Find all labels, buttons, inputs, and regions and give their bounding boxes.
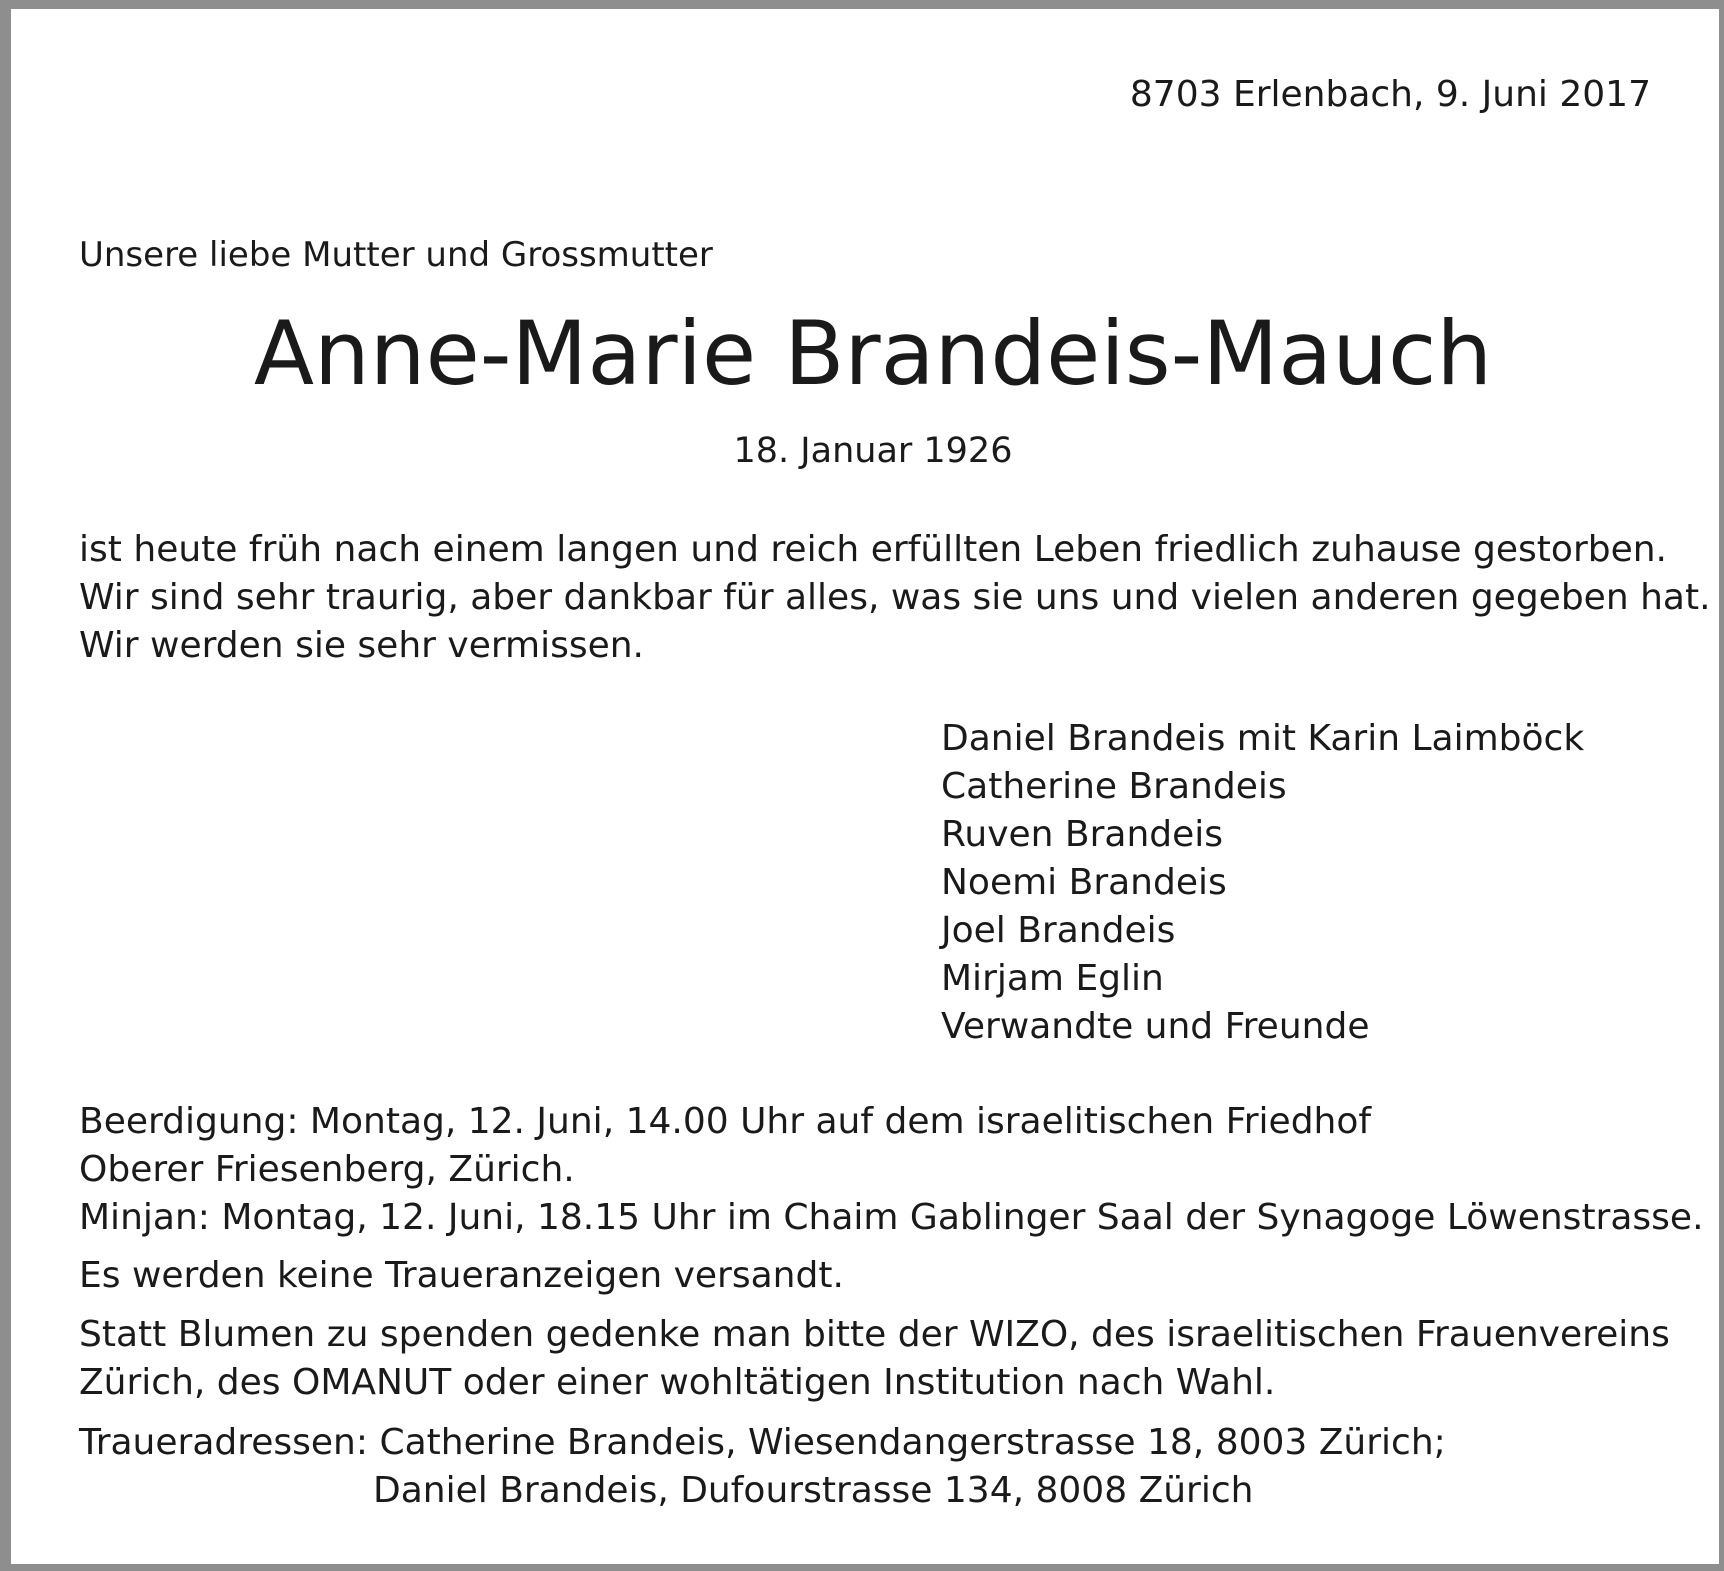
- deceased-name: Anne-Marie Brandeis-Mauch: [253, 302, 1493, 405]
- funeral-info: Beerdigung: Montag, 12. Juni, 14.00 Uhr auf dem israelitischen Friedhof: [79, 1101, 1372, 1142]
- mourner-name: Verwandte und Freunde: [941, 1006, 1370, 1047]
- funeral-info: Oberer Friesenberg, Zürich.: [79, 1149, 575, 1190]
- dateline: 8703 Erlenbach, 9. Juni 2017: [1129, 74, 1651, 115]
- mourner-name: Mirjam Eglin: [941, 958, 1164, 999]
- intro-line: Unsere liebe Mutter und Grossmutter: [79, 235, 713, 275]
- mourner-name: Catherine Brandeis: [941, 766, 1287, 807]
- mourner-name: Noemi Brandeis: [941, 862, 1227, 903]
- mourner-name: Joel Brandeis: [941, 910, 1176, 951]
- no-cards-note: Es werden keine Traueranzeigen versandt.: [79, 1255, 844, 1296]
- donation-note: Zürich, des OMANUT oder einer wohltätigen Institution nach Wahl.: [79, 1362, 1276, 1403]
- donation-note: Statt Blumen zu spenden gedenke man bitte der WIZO, des israelitischen Frauenvereins: [79, 1314, 1670, 1355]
- mourner-name: Daniel Brandeis mit Karin Laimböck: [941, 718, 1585, 759]
- mourning-address: Traueradressen: Catherine Brandeis, Wiesendangerstrasse 18, 8003 Zürich;: [79, 1422, 1446, 1463]
- message-line: Wir sind sehr traurig, aber dankbar für alles, was sie uns und vielen anderen gegeben hat.: [79, 577, 1711, 618]
- birth-date: 18. Januar 1926: [733, 431, 1013, 471]
- minjan-info: Minjan: Montag, 12. Juni, 18.15 Uhr im Chaim Gablinger Saal der Synagoge Löwenstrasse.: [79, 1197, 1704, 1238]
- message-line: ist heute früh nach einem langen und reich erfüllten Leben friedlich zuhause gestorben.: [79, 529, 1667, 570]
- mourner-name: Ruven Brandeis: [941, 814, 1224, 855]
- mourning-address: Daniel Brandeis, Dufourstrasse 134, 8008 Zürich: [373, 1470, 1254, 1511]
- message-line: Wir werden sie sehr vermissen.: [79, 625, 644, 666]
